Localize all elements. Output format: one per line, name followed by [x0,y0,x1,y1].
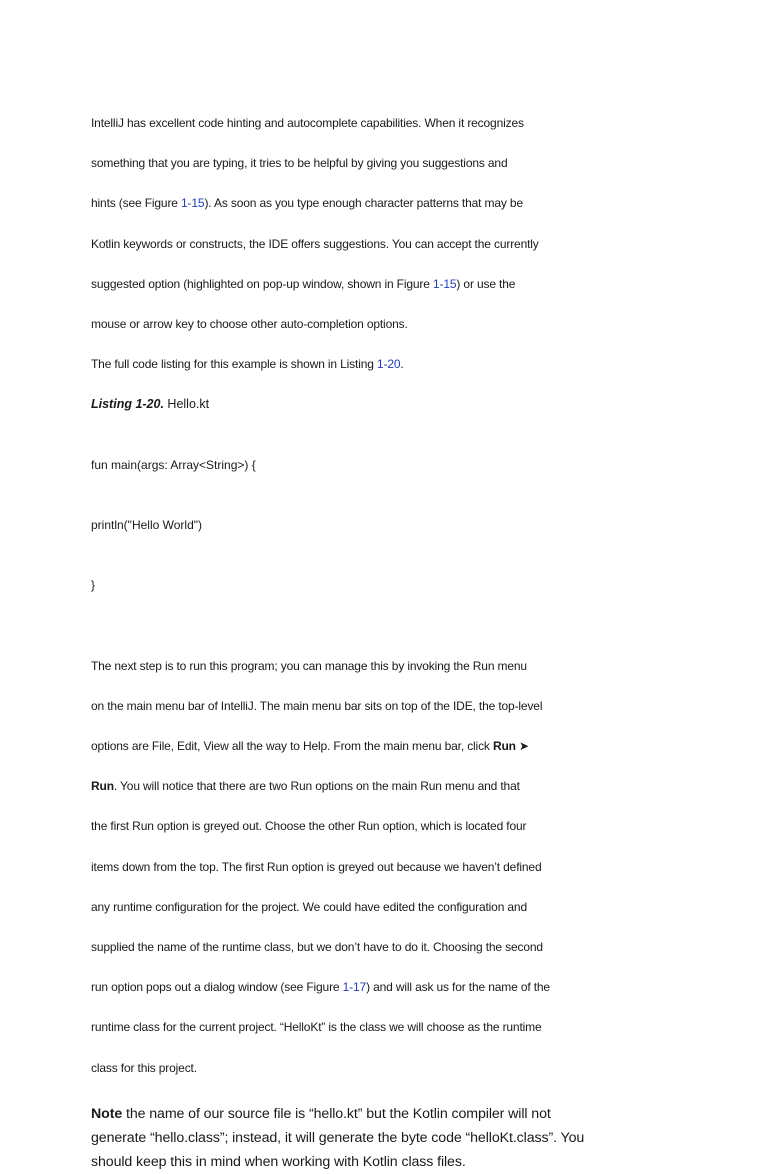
menu-path-run: Run ➤ [492,739,529,753]
note-label: Note [91,1105,123,1122]
paragraph-code-hinting [91,93,651,394]
text-line: hints (see Figure 1-15). As soon as you type enough character patterns that may be [91,196,523,211]
document-page [91,93,651,1174]
figure-link-1-15[interactable]: 1-15 [432,276,457,291]
paragraph-run-program [91,636,651,1098]
text-line: the first Run option is greyed out. Choose the other Run option, which is located four [91,819,527,834]
code-line: fun main(args: Array<String>) { [91,457,256,472]
text-line: Run. You will notice that there are two Run options on the main Run menu and that [91,779,520,794]
text-line: The full code listing for this example is shown in Listing 1-20. [91,357,404,372]
text-line: something that you are typing, it tries to be helpful by giving you suggestions and [91,156,508,171]
text-line: items down from the top. The first Run option is greyed out because we haven’t defined [91,859,542,874]
code-line: } [91,578,96,593]
text-line: class for this project. [91,1060,197,1075]
text-line: on the main menu bar of IntelliJ. The main menu bar sits on top of the IDE, the top-level [91,698,543,713]
text-line: IntelliJ has excellent code hinting and autocomplete capabilities. When it recognizes [91,116,524,131]
figure-link-1-15[interactable]: 1-15 [181,196,205,211]
menu-item-run: Run [91,779,114,794]
figure-link-1-17[interactable]: 1-17 [342,980,367,995]
text-line: runtime class for the current project. “HelloKt” is the class we will choose as the runtime [91,1020,542,1035]
listing-label: Listing 1-20. [91,397,164,412]
listing-caption [91,394,651,414]
note-box [91,1102,651,1174]
text-line: mouse or arrow key to choose other auto-completion options. [91,317,408,332]
text-line: suggested option (highlighted on pop-up window, shown in Figure 1-15) or use the [91,276,516,291]
text-line: generate “hello.class”; instead, it will generate the byte code “helloKt.class”. You [91,1129,585,1146]
text-line: supplied the name of the runtime class, but we don’t have to do it. Choosing the second [91,939,543,954]
text-line: The next step is to run this program; you can manage this by invoking the Run menu [91,658,527,673]
listing-title: Hello.kt [163,397,210,412]
text-line: Note the name of our source file is “hello.kt” but the Kotlin compiler will not [91,1105,551,1122]
text-line: options are File, Edit, View all the way to Help. From the main menu bar, click Run ➤ [91,739,529,753]
text-line: Kotlin keywords or constructs, the IDE offers suggestions. You can accept the currently [91,236,539,251]
code-listing [91,415,651,636]
text-line: should keep this in mind when working with Kotlin class files. [91,1153,466,1170]
code-line: println("Hello World") [91,517,202,532]
text-line: run option pops out a dialog window (see Figure 1-17) and will ask us for the name of the [91,980,550,995]
listing-link-1-20[interactable]: 1-20 [376,357,401,372]
text-line: any runtime configuration for the project. We could have edited the configuration and [91,899,527,914]
